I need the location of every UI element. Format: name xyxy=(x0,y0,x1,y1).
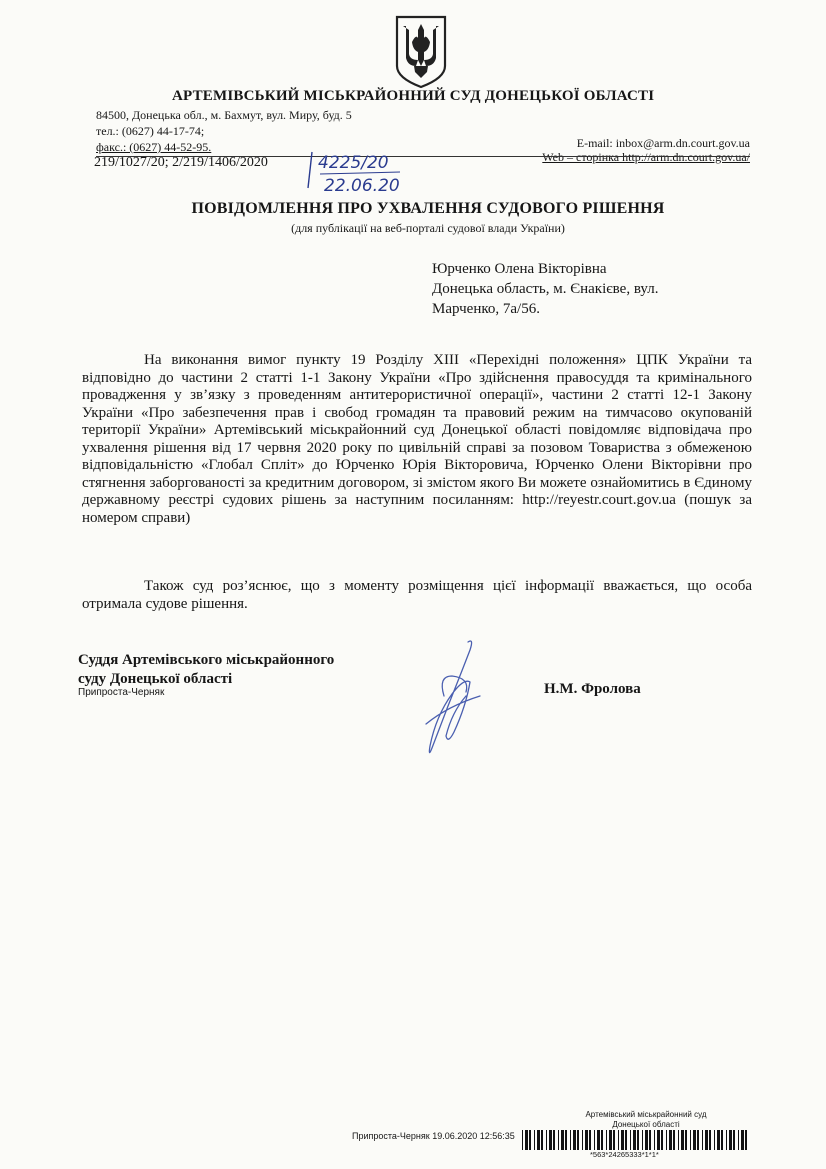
barcode-bar xyxy=(573,1130,576,1150)
barcode-bar xyxy=(705,1130,708,1150)
barcode-bar xyxy=(714,1130,715,1150)
barcode-bar xyxy=(642,1130,643,1150)
barcode-bar xyxy=(618,1130,619,1150)
barcode-bar xyxy=(553,1130,555,1150)
barcode-bar xyxy=(565,1130,567,1150)
barcode-bar xyxy=(745,1130,747,1150)
barcode-bar xyxy=(657,1130,660,1150)
court-address: 84500, Донецька обл., м. Бахмут, вул. Миру, буд. 5 xyxy=(96,108,352,122)
barcode-bar xyxy=(577,1130,579,1150)
court-email: E-mail: inbox@arm.dn.court.gov.ua xyxy=(576,136,750,150)
barcode-bar xyxy=(709,1130,711,1150)
barcode-bar xyxy=(601,1130,603,1150)
judge-name: Н.М. Фролова xyxy=(544,681,641,697)
barcode-bar xyxy=(534,1130,535,1150)
barcode-bar xyxy=(630,1130,631,1150)
barcode-bar xyxy=(637,1130,639,1150)
barcode-bar xyxy=(589,1130,591,1150)
barcode-bar xyxy=(625,1130,627,1150)
barcode-bar xyxy=(733,1130,735,1150)
judge-signature xyxy=(408,636,508,762)
notice-paragraph-1 xyxy=(82,352,752,527)
barcode-bar xyxy=(690,1130,691,1150)
judge-position xyxy=(78,651,334,689)
barcode-bar xyxy=(621,1130,624,1150)
barcode-bar xyxy=(669,1130,672,1150)
footer-court-name xyxy=(546,1110,746,1130)
document-subtitle: (для публікації на веб-порталі судової влади України) xyxy=(291,221,565,235)
stamp-date: 22.06.20 xyxy=(324,176,400,196)
coat-of-arms-icon xyxy=(394,14,448,90)
barcode-bar xyxy=(522,1130,523,1150)
barcode-bar xyxy=(546,1130,547,1150)
notice-paragraph-1-text: На виконання вимог пункту 19 Розділу XIII «Перехідні положення» ЦПК України та відповідно до частини 2 статті 1-1 Закону України «Про здійснення правосуддя та кримінального провадження у зв’язку з проведенням антитерористичної операції», частини 2 статті 12-1 Закону України «Про забезпечення прав і свобод громадян та правовий режим на тимчасово окупованій території України» Артемівський міськрайонний суд Донецької області повідомляє відповідача про ухвалення рішення від 17 червня 2020 року по цивільній справі за позовом Товариства з обмеженою відповідальністю «Глобал Спліт» до Юрченко Юрія Вікторовича, Юрченко Олени Вікторівни про стягнення заборгованості за кредитним договором, зі змістом якого Ви можете ознайомитись в Єдиному державному реєстрі судових рішень за наступним посиланням: http://reyestr.court.gov.ua (пошук за номером справи) xyxy=(82,352,752,526)
barcode-bar xyxy=(726,1130,727,1150)
barcode-bar xyxy=(681,1130,684,1150)
footer-author-stamp: Припроста-Черняк 19.06.2020 12:56:35 xyxy=(352,1131,515,1141)
barcode-bar xyxy=(649,1130,651,1150)
barcode-bar xyxy=(525,1130,528,1150)
barcode-bar xyxy=(678,1130,679,1150)
barcode-bar xyxy=(685,1130,687,1150)
barcode-bar xyxy=(570,1130,571,1150)
barcode-bar xyxy=(738,1130,739,1150)
barcode-bar xyxy=(561,1130,564,1150)
barcode-bar xyxy=(633,1130,636,1150)
barcode-bar xyxy=(606,1130,607,1150)
barcode-bar xyxy=(673,1130,675,1150)
notice-paragraph-2-text: Також суд роз’яснює, що з моменту розміщення цієї інформації вважається, що особа отримала судове рішення. xyxy=(82,578,752,612)
notice-paragraph-2 xyxy=(82,578,752,613)
court-phone: тел.: (0627) 44-17-74; xyxy=(96,124,205,138)
document-author: Припроста-Черняк xyxy=(78,687,165,698)
barcode-bar xyxy=(702,1130,703,1150)
barcode-bar xyxy=(741,1130,744,1150)
barcode-bar xyxy=(721,1130,723,1150)
document-barcode xyxy=(522,1130,750,1150)
barcode-bar xyxy=(529,1130,531,1150)
recipient-name: Юрченко Олена Вікторівна xyxy=(432,261,607,277)
court-website: Web – сторінка http://arm.dn.court.gov.ua/ xyxy=(542,150,750,164)
document-title: ПОВІДОМЛЕННЯ ПРО УХВАЛЕННЯ СУДОВОГО РІШЕННЯ xyxy=(191,200,665,217)
judge-position-line-1: Суддя Артемівського міськрайонного xyxy=(78,652,335,668)
court-name: АРТЕМІВСЬКИЙ МІСЬКРАЙОННИЙ СУД ДОНЕЦЬКОЇ ОБЛАСТІ xyxy=(172,88,655,104)
barcode-bar xyxy=(661,1130,663,1150)
footer-court-line-1: Артемівський міськрайонний суд xyxy=(585,1110,707,1119)
recipient-block xyxy=(432,259,702,319)
recipient-address: Донецька область, м. Єнакієве, вул. Марченко, 7а/56. xyxy=(432,281,659,317)
stamp-number: 4225/20 xyxy=(318,153,389,173)
barcode-bar xyxy=(693,1130,696,1150)
barcode-bar xyxy=(585,1130,588,1150)
barcode-bar xyxy=(613,1130,615,1150)
handwritten-registration-stamp xyxy=(304,148,414,198)
barcode-bar xyxy=(549,1130,552,1150)
judge-position-line-2: суду Донецької області xyxy=(78,671,233,687)
barcode-bar xyxy=(541,1130,543,1150)
court-fax: факс.: (0627) 44-52-95. xyxy=(96,140,212,154)
footer-court-line-2: Донецької області xyxy=(612,1120,680,1129)
barcode-bar xyxy=(597,1130,600,1150)
barcode-number: *563*24265333*1*1* xyxy=(590,1150,659,1159)
barcode-bar xyxy=(654,1130,655,1150)
barcode-bar xyxy=(729,1130,732,1150)
barcode-bar xyxy=(717,1130,720,1150)
case-numbers: 219/1027/20; 2/219/1406/2020 xyxy=(94,155,268,170)
barcode-bar xyxy=(697,1130,699,1150)
barcode-bar xyxy=(558,1130,559,1150)
barcode-bar xyxy=(645,1130,648,1150)
barcode-bar xyxy=(609,1130,612,1150)
barcode-bar xyxy=(594,1130,595,1150)
barcode-bar xyxy=(582,1130,583,1150)
barcode-bar xyxy=(537,1130,540,1150)
barcode-bar xyxy=(666,1130,667,1150)
